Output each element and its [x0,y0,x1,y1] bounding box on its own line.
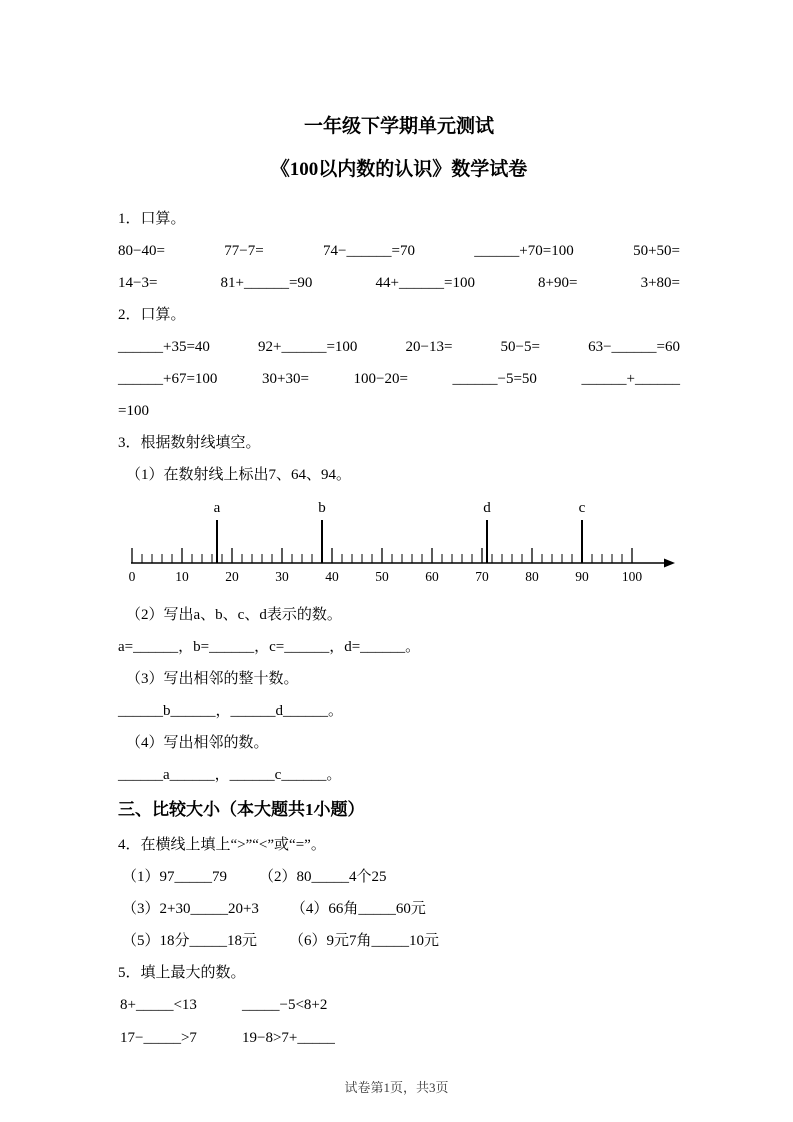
math-expression: 74−______=70 [323,243,415,259]
svg-text:60: 60 [425,569,439,584]
svg-text:20: 20 [225,569,239,584]
math-expression: 14−3= [118,275,158,291]
svg-text:50: 50 [375,569,389,584]
math-expression: 80−40= [118,243,165,259]
math-expression: 50+50= [633,243,680,259]
math-expression: 8+_____<13 [120,997,197,1013]
math-expression: ______+67=100 [118,371,218,387]
q3-part4: （4）写出相邻的数。 [126,735,269,751]
q2-continuation: =100 [118,403,149,419]
svg-text:40: 40 [325,569,339,584]
svg-text:c: c [578,500,586,516]
math-expression: 19−8>7+_____ [242,1030,335,1046]
q4-label: 4．在横线上填上“>”“<”或“=”。 [118,837,326,853]
q1-label: 1．口算。 [118,211,186,227]
svg-text:70: 70 [475,569,489,584]
svg-text:b: b [318,500,326,516]
math-expression: ______+______ [581,371,680,387]
svg-text:a: a [213,500,221,516]
section3-title: 三、比较大小（本大题共1小题） [118,800,365,819]
paper-title-line2: 《100以内数的认识》数学试卷 [270,159,528,180]
q1-row-1 [118,235,680,267]
q3-label: 3．根据数射线填空。 [118,435,261,451]
svg-text:0: 0 [128,569,136,584]
svg-text:d: d [483,500,491,516]
svg-text:90: 90 [575,569,589,584]
q3-part4-answer: ______a______，______c______。 [118,767,342,783]
q2-row-2 [118,363,680,395]
math-expression: 3+80= [640,275,680,291]
q3-part3: （3）写出相邻的整十数。 [126,671,299,687]
svg-text:30: 30 [275,569,289,584]
svg-text:100: 100 [621,569,643,584]
compare-expression: （1）97_____79 [122,869,228,885]
math-expression: 50−5= [500,339,540,355]
math-expression: ______+70=100 [474,243,574,259]
q3-part2: （2）写出a、b、c、d表示的数。 [126,607,342,623]
compare-expression: （4）66角_____60元 [290,901,426,917]
paper-content [118,112,680,1055]
math-expression: ______−5=50 [452,371,537,387]
compare-expression: （3）2+30_____20+3 [122,901,259,917]
q5-row-2 [118,1022,680,1055]
q3-part3-answer: ______b______，______d______。 [118,703,344,719]
math-expression: 100−20= [353,371,408,387]
math-expression: 81+______=90 [220,275,313,291]
math-expression: 63−______=60 [588,339,680,355]
paper-title-line1: 一年级下学期单元测试 [303,116,494,137]
compare-expression: （2）80_____4个25 [259,869,387,885]
math-expression: 8+90= [538,275,578,291]
q3-part2-answer: a=______，b=______，c=______，d=______。 [118,639,421,655]
math-expression: ______+35=40 [118,339,210,355]
q4-row-2 [118,893,680,925]
page-footer: 试卷第1页，共3页 [344,1080,449,1095]
compare-expression: （6）9元7角_____10元 [289,933,440,949]
math-expression: 44+______=100 [375,275,475,291]
q1-row-2 [118,267,680,299]
q5-row-1 [118,989,680,1022]
q2-row-1 [118,331,680,363]
q4-row-3 [118,925,680,957]
q3-part1: （1）在数射线上标出7、64、94。 [126,467,352,483]
math-expression: 20−13= [405,339,453,355]
math-expression: 77−7= [224,243,264,259]
compare-expression: （5）18分_____18元 [122,933,258,949]
math-expression: _____−5<8+2 [242,997,328,1013]
number-line-svg [118,497,684,595]
number-line-figure [118,497,680,595]
math-expression: 92+______=100 [258,339,358,355]
svg-text:10: 10 [175,569,189,584]
svg-text:80: 80 [525,569,539,584]
math-expression: 30+30= [262,371,309,387]
math-expression: 17−_____>7 [120,1030,197,1046]
q2-label: 2．口算。 [118,307,186,323]
q4-row-1 [118,861,680,893]
q5-label: 5．填上最大的数。 [118,965,246,981]
